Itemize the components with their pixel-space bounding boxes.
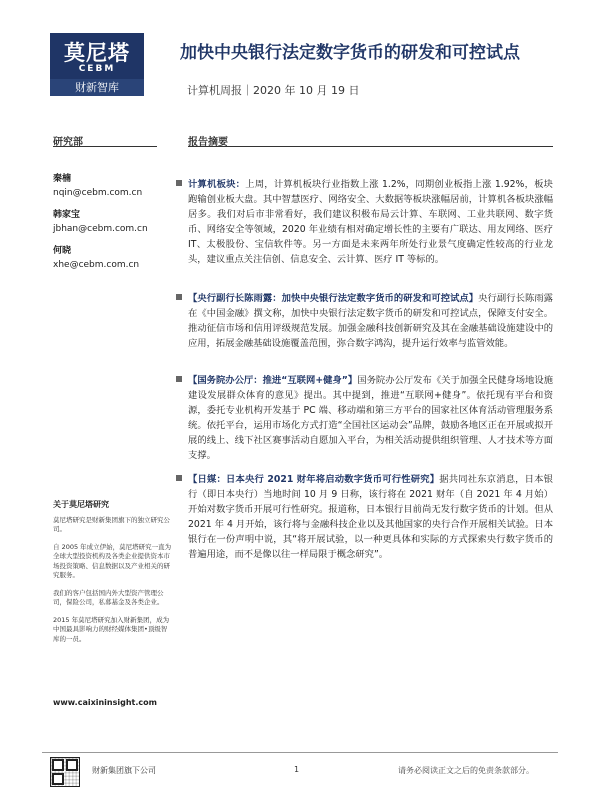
analyst-email: nqin@cebm.com.cn bbox=[53, 188, 143, 198]
analyst-3 bbox=[53, 244, 139, 272]
item-heading: 【日媒：日本央行 2021 财年将启动数字货币可行性研究】 bbox=[188, 474, 440, 485]
bullet-icon bbox=[176, 376, 182, 382]
page-number: 1 bbox=[294, 765, 300, 774]
analyst-name: 韩家宝 bbox=[53, 210, 81, 220]
logo-en: CEBM bbox=[78, 64, 116, 74]
analyst-2 bbox=[53, 208, 148, 236]
bullet-icon bbox=[176, 475, 182, 481]
item-text: 据共同社东京消息，日本银行（即日本央行）当地时间 10 月 9 日称，该行将在 2021 财年（自 2021 年 4 月始）开始对数字货币开展可行性研究。报道称，日本银行目前尚无发行数字货币的计划。但从 2021 年 4 月开始，该行将与金融科技企业以及其他国家的央行合作开展相关试验。日本银行在一份声明中说，其“将开展试验，以一种更具体和实际的方式探索央行数字货币的普遍用途，而不是像以往一样局限于概念研究”。 bbox=[188, 474, 553, 560]
bullet-icon bbox=[176, 180, 182, 186]
report-subtitle: 计算机周报｜2020 年 10 月 19 日 bbox=[187, 84, 360, 97]
bullet-icon bbox=[176, 294, 182, 300]
item-heading: 【央行副行长陈雨露：加快中央银行法定数字货币的研发和可控试点】 bbox=[188, 293, 479, 304]
logo-cn: 莫尼塔 bbox=[64, 41, 130, 65]
analyst-name: 秦楠 bbox=[53, 174, 72, 184]
page-title: 加快中央银行法定数字货币的研发和可控试点 bbox=[180, 43, 520, 63]
research-dept-label: 研究部 bbox=[53, 137, 83, 148]
about-paragraph: 2015 年莫尼塔研究加入财新集团，成为中国最具影响力的财经媒体集团•顶级智库的一员。 bbox=[53, 615, 170, 643]
footer-divider bbox=[42, 752, 558, 753]
analyst-1 bbox=[53, 172, 142, 200]
analyst-email: xhe@cebm.com.cn bbox=[53, 260, 140, 270]
analyst-email: jbhan@cebm.com.cn bbox=[53, 224, 148, 234]
summary-item-1 bbox=[188, 177, 553, 267]
about-paragraph: 我们的客户包括国内外大型资产管理公司，保险公司，私募基金及各类企业。 bbox=[53, 588, 164, 606]
main-divider bbox=[188, 146, 553, 147]
website-link[interactable]: www.caixininsight.com bbox=[53, 698, 157, 707]
summary-item-4 bbox=[188, 472, 553, 562]
item-heading: 【国务院办公厅：推进“互联网+健身”】 bbox=[188, 375, 358, 386]
summary-item-3 bbox=[188, 373, 553, 463]
qr-code-icon bbox=[50, 757, 80, 787]
about-heading: 关于莫尼塔研究 bbox=[53, 500, 109, 509]
logo bbox=[50, 33, 144, 96]
item-text: 上周，计算机板块行业指数上涨 1.2%，同期创业板指上涨 1.92%，板块跑输创业板大盘。其中智慧医疗、网络安全、大数据等板块涨幅居前，计算机各板块涨幅居多。我们对后市非常看好，我们建议积极布局云计算、车联网、工业共联网、数字货币、网络安全等领域，2020 年业绩有相对确定增长性的主要有广联达、用友网络、医疗 IT、太极股份、宝信软件等。另一方面是未来两年所处行业景气度确定性较高的行业龙头，建议重点关注信创、信息安全、云计算、医疗 IT 等标的。 bbox=[188, 179, 553, 265]
analyst-name: 何晓 bbox=[53, 246, 72, 256]
summary-item-2 bbox=[188, 291, 553, 351]
about-paragraph: 自 2005 年成立伊始，莫尼塔研究一直为全球大型投资机构及各类企业提供资本市场投资策略、信息数据以及产业相关的研究服务。 bbox=[53, 542, 172, 579]
item-text: 央行副行长陈雨露在《中国金融》撰文称，加快中央银行法定数字货币的研发和可控试点，保障支付安全。推动征信市场和信用评级规范发展。加强金融科技创新研究及其在金融基础设施建设中的应用，拓展金融基础设施覆盖范围，弥合数字鸿沟，提升运行效率与监管效能。 bbox=[188, 293, 553, 349]
disclaimer-note: 请务必阅读正文之后的免责条款部分。 bbox=[398, 766, 534, 775]
logo-sub: 财新智库 bbox=[50, 79, 144, 96]
item-heading: 计算机板块： bbox=[188, 179, 246, 190]
footer-company: 财新集团旗下公司 bbox=[92, 766, 156, 775]
summary-label: 报告摘要 bbox=[188, 137, 228, 148]
about-paragraph: 莫尼塔研究是财新集团旗下的独立研究公司。 bbox=[53, 515, 170, 533]
item-text: 国务院办公厅发布《关于加强全民健身场地设施建设发展群众体育的意见》提出。其中提到，推进“互联网+健身”。依托现有平台和资源，委托专业机构开发基于 PC 端、移动端和第三方平台的国家社区体育活动管理服务系统。依托平台，运用市场化方式打造“全国社区运动会”品牌，鼓励各地区正在开展或拟开展的线上、线下社区赛事活动自愿加入平台，为相关活动提供组织管理、人才技术等方面支撑。 bbox=[188, 375, 553, 461]
about-section bbox=[53, 500, 173, 652]
